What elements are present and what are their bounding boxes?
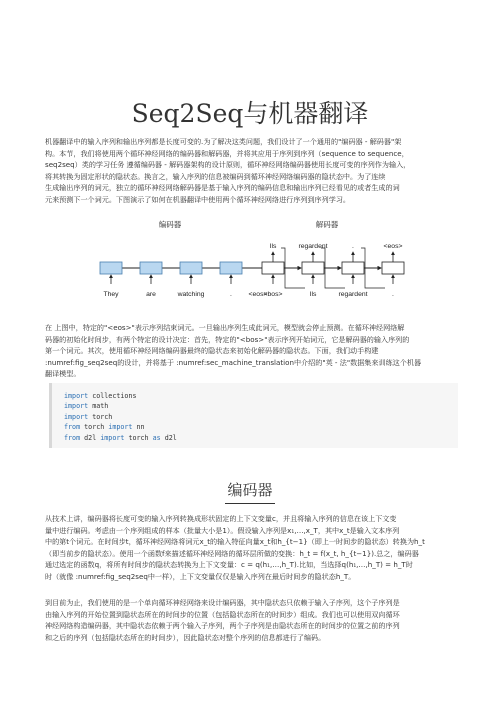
text-line: 通过选定的函数q，将所有时间步的隐状态转换为上下文变量：c = q(h₁,…,h_T).比如，当选择q(h₁,…,h_T) = h_T时 [45, 560, 413, 570]
encoder-input-token: <eos> [248, 291, 268, 298]
code-token: math [88, 402, 109, 411]
decoder-rnn-cell [302, 262, 324, 274]
text-line: 时（就像 :numref:fig_seq2seq中一样），上下文变量仅仅是输入序列在最后时间步的隐状态h_T。 [45, 571, 356, 581]
code-block [49, 383, 458, 448]
decoder-paragraph [45, 322, 459, 380]
text-line: 和之后的序列（包括隐状态所在的时间步），因此隐状态对整个序列的信息都进行了编码。 [45, 632, 326, 642]
decoder-label: 解码器 [315, 220, 339, 229]
text-line: （即当前步的隐状态）。使用一个函数f来描述循环神经网络的循环层所做的变换：h_t = f(x_t, h_{t−1}).总之，编码器 [45, 548, 419, 558]
encoder-rnn-cell [100, 262, 122, 274]
page-title: Seq2Seq与机器翻译 [131, 99, 369, 128]
code-keyword: as [152, 433, 161, 442]
decoder-input-token: regardent [338, 291, 368, 298]
text-line: 中的第t个词元。在时间步t，循环神经网络将词元x_t的输入特征向量x_t和h_{t−1}（即上一时间步的隐状态）转换为h_t [45, 537, 425, 547]
text-line: 从技术上讲，编码器将长度可变的输入序列转换成形状固定的上下文变量c，并且将输入序列的信息在该上下文变 [45, 514, 397, 523]
code-token: torch [88, 412, 113, 421]
text-line: 第一个词元。其次，使用循环神经网络编码器最终的隐状态来初始化解码器的隐状态。下面，我们动手构建 [45, 346, 379, 356]
code-token: d2l [160, 433, 177, 442]
code-keyword: import [64, 412, 89, 421]
decoder-output-token: regardent [298, 243, 328, 250]
decoder-input-token: . [392, 291, 394, 298]
code-keyword: from [64, 423, 81, 432]
decoder-rnn-cell [262, 262, 284, 274]
decoder-rnn-cell [382, 262, 404, 274]
code-token: torch [80, 423, 109, 432]
code-token: d2l [80, 433, 101, 442]
encoder-input-token: watching [177, 291, 205, 298]
code-token: collections [88, 392, 137, 400]
encoder-input-token: . [230, 291, 232, 298]
encoder-paragraph [45, 513, 459, 583]
text-line: 在 上图中，特定的"<eos>"表示序列结束词元。一旦输出序列生成此词元，模型就会停止预测。在循环神经网络解 [45, 323, 405, 332]
text-line: 码器的初始化时间步，有两个特定的设计决定：首先，特定的"<bos>"表示序列开始词元，它是解码器的输入序列的 [45, 334, 410, 344]
encoder-input-token: They [103, 291, 119, 298]
text-line: seq2seq）类的学习任务 遵循编码器 - 解码器架构的设计原则，循环神经网络编码器使用长度可变的序列作为输入， [45, 160, 411, 170]
text-line: 量中进行编码。考虑由一个序列组成的样本（批量大小是1）。假设输入序列是x₁,…,x_T，其中x_t是输入文本序列 [45, 525, 400, 535]
text-line: 神经网络构造编码器，其中隐状态依赖于两个输入子序列，两个子序列是由隐状态所在的时间步的位置之前的序列 [45, 621, 400, 631]
text-line: 机器翻译中的输入序列和输出序列都是长度可变的.为了解决这类问题，我们设计了一个通用的"编码器 - 解码器"架 [45, 137, 402, 146]
decoder-rnn-cell [342, 262, 364, 274]
decoder-output-token: Ils [269, 243, 277, 250]
code-text [52, 383, 458, 451]
code-keyword: import [64, 392, 89, 400]
text-line: 翻译模型。 [45, 369, 81, 379]
seq2seq-figure [95, 215, 405, 310]
text-line: :numref:fig_seq2seq的设计，并将基于 :numref:sec_machine_translation中介绍的"英 - 法"数据集来训练这个机器 [45, 357, 422, 367]
code-token: nn [132, 423, 145, 432]
encoder-label: 编码器 [158, 220, 182, 229]
text-line: 到目前为止，我们使用的是一个单向循环神经网络来设计编码器，其中隐状态只依赖于输入子序列，这个子序列是 [45, 598, 400, 607]
encoder-rnn-cell [140, 262, 162, 274]
encoder-input-token: are [146, 291, 156, 298]
decoder-input-token: Ils [309, 291, 317, 298]
text-line: 构。本节，我们将使用两个循环神经网络的编码器和解码器，并将其应用于序列到序列（sequence to sequence， [45, 148, 409, 158]
text-line: 元来预测下一个词元。下图演示了如何在机器翻译中使用两个循环神经网络进行序列到序列学习。 [45, 194, 351, 204]
code-keyword: import [100, 433, 125, 442]
section-underline [225, 503, 275, 504]
intro-paragraph [45, 136, 459, 206]
section-heading-encoder: 编码器 [227, 481, 273, 499]
text-line: 生成输出序列的词元，独立的循环神经网络解码器是基于输入序列的编码信息和输出序列已经看见的或者生成的词 [45, 183, 400, 193]
code-keyword: import [64, 402, 89, 411]
decoder-output-token: <eos> [383, 243, 403, 250]
text-line: 由输入序列的开始位置到隐状态所在的时间步的位置（包括隐状态所在的时间步）组成。我们也可以使用双向循环 [45, 609, 400, 619]
code-token: torch [124, 433, 153, 442]
encoder-rnn-cell [220, 262, 242, 274]
decoder-output-token: . [352, 243, 354, 250]
code-keyword: import [108, 423, 133, 432]
code-keyword: from [64, 433, 81, 442]
encoder-rnn-cell [180, 262, 202, 274]
bidirectional-paragraph [45, 597, 459, 643]
decoder-input-token: <bos> [263, 291, 283, 298]
text-line: 将其转换为固定形状的隐状态。换言之，输入序列的信息被编码到循环神经网络编码器的隐状态中。为了连续 [45, 171, 386, 181]
